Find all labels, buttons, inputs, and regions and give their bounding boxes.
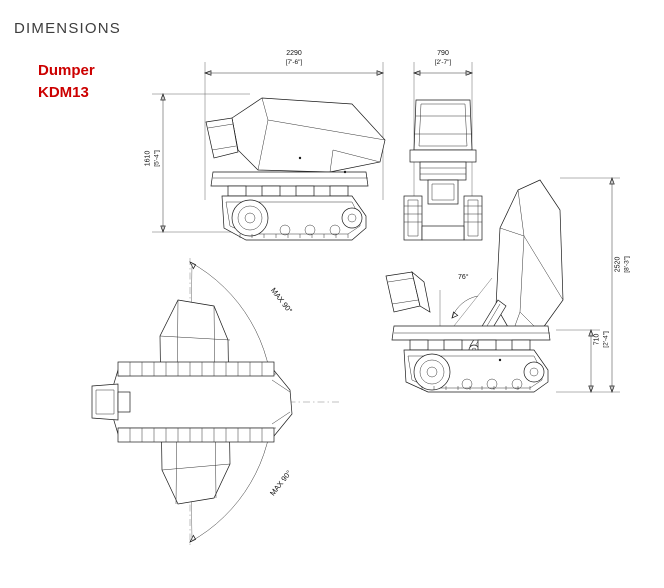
page-title: DIMENSIONS bbox=[14, 20, 122, 37]
dim-dump-clearance: 710 [2'-4"] bbox=[593, 331, 610, 348]
dim-overall-height: 1610 [5'-4"] bbox=[144, 150, 161, 167]
label-skip-swivel-right: MAX 90° bbox=[268, 468, 294, 498]
dim-max-dump-height: 2520 [8'-3"] bbox=[614, 256, 631, 273]
model-code: KDM13 bbox=[38, 83, 89, 101]
label-tipping-angle: 76° bbox=[458, 274, 469, 281]
dim-overall-width: 790 [2'-7"] bbox=[434, 50, 452, 66]
front-view-group bbox=[404, 62, 482, 240]
dim-overall-length: 2290 [7'-6"] bbox=[285, 50, 303, 66]
top-view-group bbox=[92, 258, 340, 548]
model-type: Dumper bbox=[38, 62, 95, 79]
label-skip-swivel-left: MAX 90° bbox=[268, 286, 295, 315]
side-view-group bbox=[152, 62, 385, 240]
